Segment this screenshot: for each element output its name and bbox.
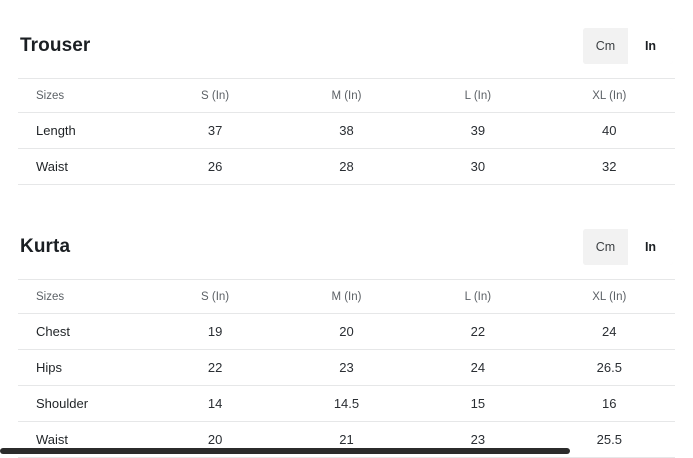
table-row (18, 113, 675, 149)
cell-value: 19 (149, 314, 280, 350)
table-header-row (18, 280, 675, 314)
table-head-trouser (18, 79, 675, 113)
unit-button-in-kurta[interactable]: In (628, 229, 673, 265)
section-kurta (0, 229, 693, 458)
column-header-xl: XL (In) (544, 280, 675, 314)
page-title-kurta: Kurta (20, 236, 71, 257)
section-trouser (0, 28, 693, 185)
cell-value: 24 (412, 350, 543, 386)
row-label: Hips (18, 350, 149, 386)
cell-value: 23 (412, 422, 543, 458)
section-gap (0, 185, 693, 229)
cell-value: 16 (544, 386, 675, 422)
column-header-l: L (In) (412, 79, 543, 113)
column-header-xl: XL (In) (544, 79, 675, 113)
row-label: Waist (18, 149, 149, 185)
unit-button-in-trouser[interactable]: In (628, 28, 673, 64)
unit-button-cm-trouser[interactable]: Cm (583, 28, 628, 64)
table-row (18, 350, 675, 386)
column-header-m: M (In) (281, 79, 412, 113)
cell-value: 39 (412, 113, 543, 149)
cell-value: 26.5 (544, 350, 675, 386)
cell-value: 25.5 (544, 422, 675, 458)
table-row (18, 149, 675, 185)
cell-value: 38 (281, 113, 412, 149)
table-body-trouser (18, 113, 675, 185)
table-body-kurta (18, 314, 675, 458)
cell-value: 20 (281, 314, 412, 350)
horizontal-scrollbar[interactable] (0, 448, 693, 454)
unit-toggle-kurta[interactable] (583, 229, 673, 265)
cell-value: 23 (281, 350, 412, 386)
column-header-s: S (In) (149, 79, 280, 113)
cell-value: 28 (281, 149, 412, 185)
column-header-sizes: Sizes (18, 79, 149, 113)
cell-value: 22 (149, 350, 280, 386)
column-header-sizes: Sizes (18, 280, 149, 314)
cell-value: 37 (149, 113, 280, 149)
table-head-kurta (18, 280, 675, 314)
page-title-trouser: Trouser (20, 35, 91, 56)
cell-value: 24 (544, 314, 675, 350)
table-row (18, 314, 675, 350)
cell-value: 22 (412, 314, 543, 350)
cell-value: 32 (544, 149, 675, 185)
table-header-row (18, 79, 675, 113)
scrollbar-thumb[interactable] (0, 448, 570, 454)
row-label: Chest (18, 314, 149, 350)
column-header-s: S (In) (149, 280, 280, 314)
cell-value: 20 (149, 422, 280, 458)
section-header-kurta (18, 229, 675, 265)
cell-value: 26 (149, 149, 280, 185)
size-table-trouser (18, 78, 675, 185)
section-header-trouser (18, 28, 675, 64)
cell-value: 40 (544, 113, 675, 149)
cell-value: 14.5 (281, 386, 412, 422)
cell-value: 14 (149, 386, 280, 422)
table-row (18, 386, 675, 422)
cell-value: 15 (412, 386, 543, 422)
row-label: Waist (18, 422, 149, 458)
row-label: Shoulder (18, 386, 149, 422)
unit-toggle-trouser[interactable] (583, 28, 673, 64)
column-header-m: M (In) (281, 280, 412, 314)
cell-value: 21 (281, 422, 412, 458)
size-table-kurta (18, 279, 675, 458)
column-header-l: L (In) (412, 280, 543, 314)
unit-button-cm-kurta[interactable]: Cm (583, 229, 628, 265)
cell-value: 30 (412, 149, 543, 185)
row-label: Length (18, 113, 149, 149)
top-spacer (0, 0, 693, 28)
